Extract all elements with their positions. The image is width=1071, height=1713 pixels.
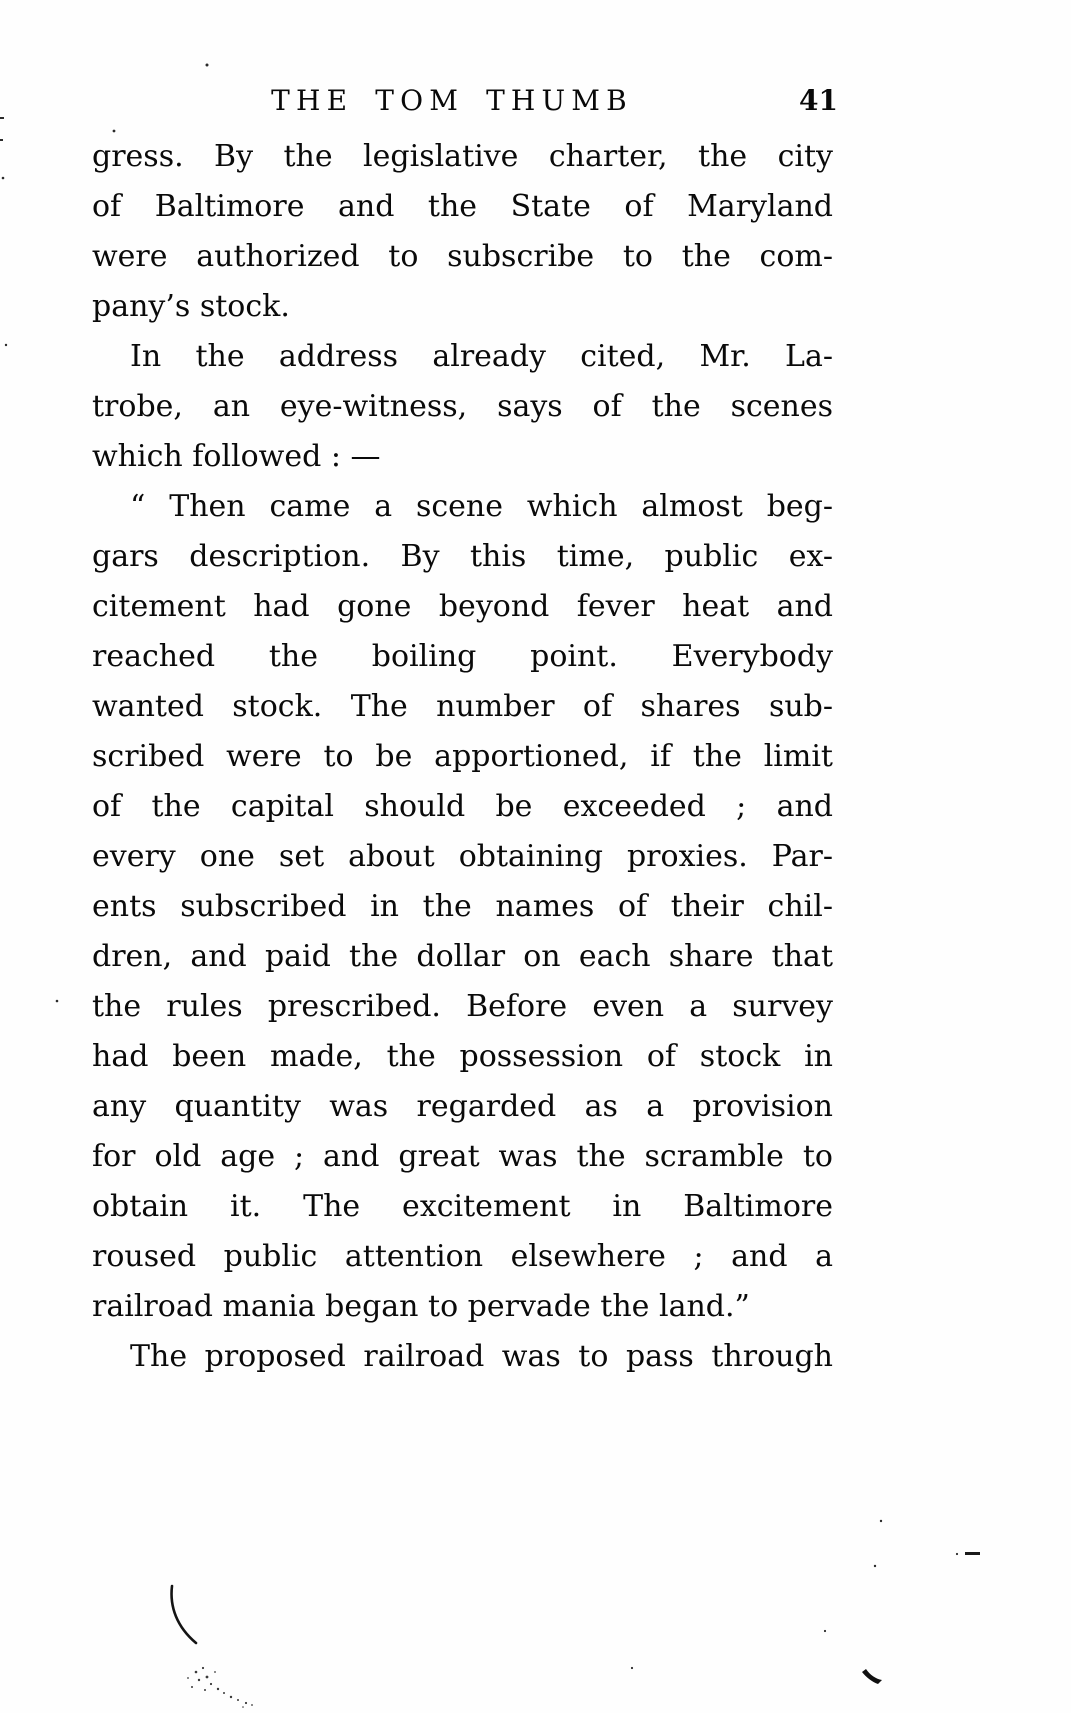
- text-line: dren, and paid the dollar on each share that: [92, 939, 833, 974]
- pen-stroke-mark: [172, 1586, 196, 1643]
- text-line: In the address already cited, Mr. La-: [130, 339, 833, 374]
- text-line: for old age ; and great was the scramble to: [92, 1139, 833, 1174]
- text-line: scribed were to be apportioned, if the limit: [92, 739, 833, 774]
- text-line: every one set about obtaining proxies. Par-: [92, 839, 833, 874]
- text-line: of Baltimore and the State of Maryland: [92, 189, 833, 224]
- text-line: wanted stock. The number of shares sub-: [92, 689, 833, 724]
- text-line: any quantity was regarded as a provision: [92, 1089, 833, 1124]
- text-line: railroad mania began to pervade the land.”: [92, 1289, 750, 1324]
- text-block: [92, 132, 833, 1382]
- text-line: The proposed railroad was to pass through: [130, 1339, 833, 1374]
- text-line: citement had gone beyond fever heat and: [92, 589, 833, 624]
- text-line: trobe, an eye-witness, says of the scenes: [92, 389, 833, 424]
- text-line: pany’s stock.: [92, 289, 290, 324]
- pencil-dash-mark: [965, 1552, 980, 1555]
- text-line: “ Then came a scene which almost beg-: [130, 489, 833, 524]
- text-line: were authorized to subscribe to the com-: [92, 239, 833, 274]
- ink-tick-mark: [862, 1669, 882, 1684]
- text-line: gress. By the legislative charter, the city: [92, 139, 833, 174]
- text-line: had been made, the possession of stock in: [92, 1039, 833, 1074]
- page-number: 41: [799, 84, 838, 117]
- text-line: gars description. By this time, public ex-: [92, 539, 833, 574]
- ink-smudge: [187, 1667, 253, 1708]
- text-line: of the capital should be exceeded ; and: [92, 789, 833, 824]
- text-line: obtain it. The excitement in Baltimore: [92, 1189, 833, 1224]
- running-head-title: THE TOM THUMB: [271, 84, 633, 117]
- text-line: ents subscribed in the names of their chil-: [92, 889, 833, 924]
- text-line: roused public attention elsewhere ; and a: [92, 1239, 833, 1274]
- text-line: reached the boiling point. Everybody: [92, 639, 833, 674]
- text-line: which followed : —: [92, 439, 381, 474]
- text-line: the rules prescribed. Before even a survey: [92, 989, 833, 1024]
